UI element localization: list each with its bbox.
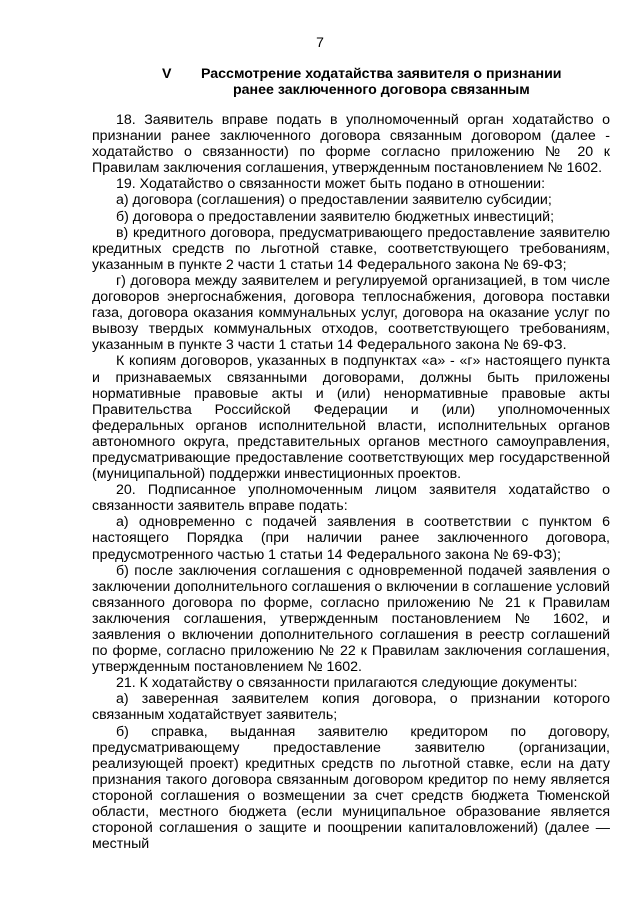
paragraph-19-g: г) договора между заявителем и регулируемой организацией, в том числе договоров энергоснабжения, договора теплоснабжения, договора поставки газа, договора оказания коммунальных услуг, договора на оказание услуг по вывозу твердых коммунальных отходов, соответствующего требованиям, указанным в пункте 3 части 1 статьи 14 Федерального закона № 69-ФЗ. bbox=[92, 272, 610, 354]
paragraph-21-b: б) справка, выданная заявителю кредитором по договору, предусматривающему предоставление заявителю (организации, реализующей проект) кредитных средств по льготной ставке, если на дату признания такого договора связанным договором кредитор по нему является стороной соглашения о возмещении за счет средств бюджета Тюменской области, местного бюджета (если муниципальное образование является стороной соглашения о защите и поощрении капиталовложений) (далее — местный bbox=[92, 723, 610, 853]
section-numeral: V bbox=[162, 66, 172, 82]
paragraph-19-b: б) договора о предоставлении заявителю бюджетных инвестиций; bbox=[116, 208, 555, 225]
page-number: 7 bbox=[316, 34, 324, 50]
paragraph-21-a: а) заверенная заявителем копия договора, о признании которого связанным ходатайствует заявитель; bbox=[92, 691, 610, 724]
section-title-line-1: Рассмотрение ходатайства заявителя о признании bbox=[201, 66, 562, 82]
section-title-line-2: ранее заключенного договора связанным bbox=[233, 82, 530, 98]
paragraph-20-b: б) после заключения соглашения с одновременной подачей заявления о заключении дополнительного соглашения о включении в соглашение условий связанного договора по форме, согласно приложению № 21 к Правилам заключения соглашения, утвержденным постановлением № 1602, и заявления о включении дополнительного соглашения в реестр соглашений по форме, согласно приложению № 22 к Правилам заключения соглашения, утвержденным постановлением № 1602. bbox=[92, 562, 610, 676]
paragraph-19: 19. Ходатайство о связанности может быть подано в отношении: bbox=[116, 176, 546, 193]
paragraph-20-a: а) одновременно с подачей заявления в соответствии с пунктом 6 настоящего Порядка (при наличии ранее заключенного договора, предусмотренного частью 1 статьи 14 Федерального закона № 69-ФЗ); bbox=[92, 514, 610, 563]
paragraph-21: 21. К ходатайству о связанности прилагаются следующие документы: bbox=[116, 675, 578, 692]
paragraph-18: 18. Заявитель вправе подать в уполномоченный орган ходатайство о признании ранее заключенного договора связанным договором (далее - ходатайство о связанности) по форме согласно приложению № 20 к Правилам заключения соглашения, утвержденным постановлением № 1602. bbox=[92, 112, 610, 177]
paragraph-19-attachments: К копиям договоров, указанных в подпунктах «а» - «г» настоящего пункта и признаваемых связанными договорами, должны быть приложены нормативные правовые акты и (или) ненормативные правовые акты Правительства Российской Федерации и (или) уполномоченных федеральных органов исполнительной власти, исполнительных органов автономного округа, представительных органов местного самоуправления, предусматривающие предоставление соответствующих мер государственной (муниципальной) поддержки инвестиционных проектов. bbox=[92, 353, 610, 483]
paragraph-20: 20. Подписанное уполномоченным лицом заявителя ходатайство о связанности заявитель вправе подать: bbox=[92, 482, 610, 515]
document-body bbox=[92, 112, 610, 852]
paragraph-19-v: в) кредитного договора, предусматривающего предоставление заявителю кредитных средств по льготной ставке, соответствующего требованиям, указанным в пункте 2 части 1 статьи 14 Федерального закона № 69-ФЗ; bbox=[92, 224, 610, 273]
paragraph-19-a: а) договора (соглашения) о предоставлении заявителю субсидии; bbox=[116, 192, 552, 209]
